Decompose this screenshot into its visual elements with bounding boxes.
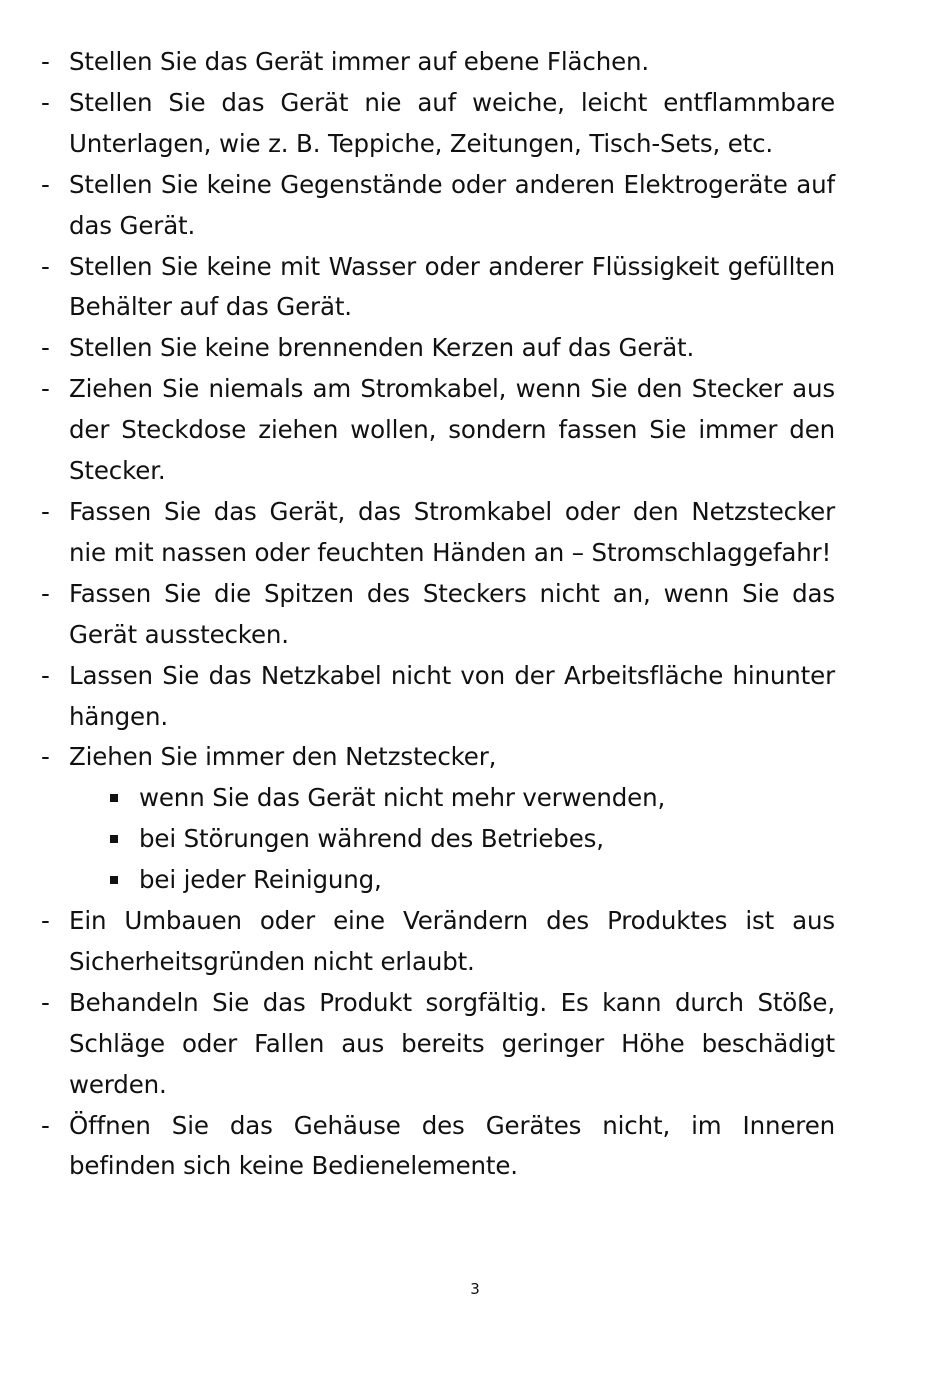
square-bullet-icon	[110, 835, 118, 843]
dash-bullet: -	[41, 87, 50, 117]
list-item-text: Stellen Sie das Gerät immer auf ebene Flächen.	[69, 47, 650, 76]
sub-list-item	[41, 819, 835, 860]
list-item-text: Ein Umbauen oder eine Verändern des Produktes ist aus Sicherheitsgründen nicht erlaubt.	[69, 906, 835, 976]
dash-bullet: -	[41, 169, 50, 199]
dash-bullet: -	[41, 47, 50, 76]
list-item	[41, 492, 835, 574]
sub-list-item-text: bei Störungen während des Betriebes,	[139, 824, 604, 854]
sub-list-item	[41, 778, 835, 819]
list-item	[41, 656, 835, 738]
dash-bullet: -	[41, 333, 50, 363]
dash-bullet: -	[41, 660, 50, 690]
page-number: 3	[470, 1280, 480, 1298]
list-item	[41, 247, 835, 329]
dash-bullet: -	[41, 1110, 50, 1140]
list-item-text: Öffnen Sie das Gehäuse des Gerätes nicht, im Inneren befinden sich keine Bedienelemente.	[69, 1110, 835, 1181]
dash-bullet: -	[41, 374, 50, 404]
list-item-text: Lassen Sie das Netzkabel nicht von der Arbeitsfläche hinunter hängen.	[69, 660, 835, 731]
list-item	[41, 328, 835, 369]
square-bullet-icon	[110, 794, 118, 802]
dash-bullet: -	[41, 906, 50, 936]
list-item	[41, 83, 835, 165]
list-item	[41, 42, 835, 83]
list-item-text: Behandeln Sie das Produkt sorgfältig. Es kann durch Stöße, Schläge oder Fallen aus bereits geringer Höhe beschädigt werden.	[69, 987, 835, 1099]
list-item	[41, 369, 835, 492]
list-item-text: Stellen Sie das Gerät nie auf weiche, leicht entflammbare Unterlagen, wie z. B. Teppiche, Zeitungen, Tisch-Sets, etc.	[69, 87, 835, 158]
dash-bullet: -	[41, 251, 50, 281]
list-item-text: Ziehen Sie immer den Netzstecker,	[69, 742, 497, 772]
sub-list-item	[41, 860, 835, 901]
list-item	[41, 901, 835, 983]
list-item	[41, 574, 835, 656]
safety-instructions-list	[41, 42, 835, 1187]
sub-list-item-text: bei jeder Reinigung,	[139, 865, 382, 895]
list-item	[41, 737, 835, 778]
sub-list-item-text: wenn Sie das Gerät nicht mehr verwenden,	[139, 783, 666, 813]
list-item	[41, 165, 835, 247]
list-item-text: Stellen Sie keine brennenden Kerzen auf das Gerät.	[69, 333, 695, 363]
list-item-text: Stellen Sie keine Gegenstände oder anderen Elektrogeräte auf das Gerät.	[69, 169, 835, 240]
dash-bullet: -	[41, 987, 50, 1017]
dash-bullet: -	[41, 578, 50, 608]
list-item-text: Stellen Sie keine mit Wasser oder anderer Flüssigkeit gefüllten Behälter auf das Gerät.	[69, 251, 835, 322]
dash-bullet: -	[41, 496, 50, 526]
list-item-text: Fassen Sie das Gerät, das Stromkabel oder den Netzstecker nie mit nassen oder feuchten Händen an – Stromschlaggefahr!	[69, 496, 835, 567]
list-item-text: Fassen Sie die Spitzen des Steckers nicht an, wenn Sie das Gerät ausstecken.	[69, 578, 835, 649]
list-item	[41, 983, 835, 1106]
list-item-text: Ziehen Sie niemals am Stromkabel, wenn Sie den Stecker aus der Steckdose ziehen wollen, sondern fassen Sie immer den Stecker.	[69, 374, 835, 486]
dash-bullet: -	[41, 742, 50, 772]
square-bullet-icon	[110, 876, 118, 884]
list-item	[41, 1106, 835, 1188]
